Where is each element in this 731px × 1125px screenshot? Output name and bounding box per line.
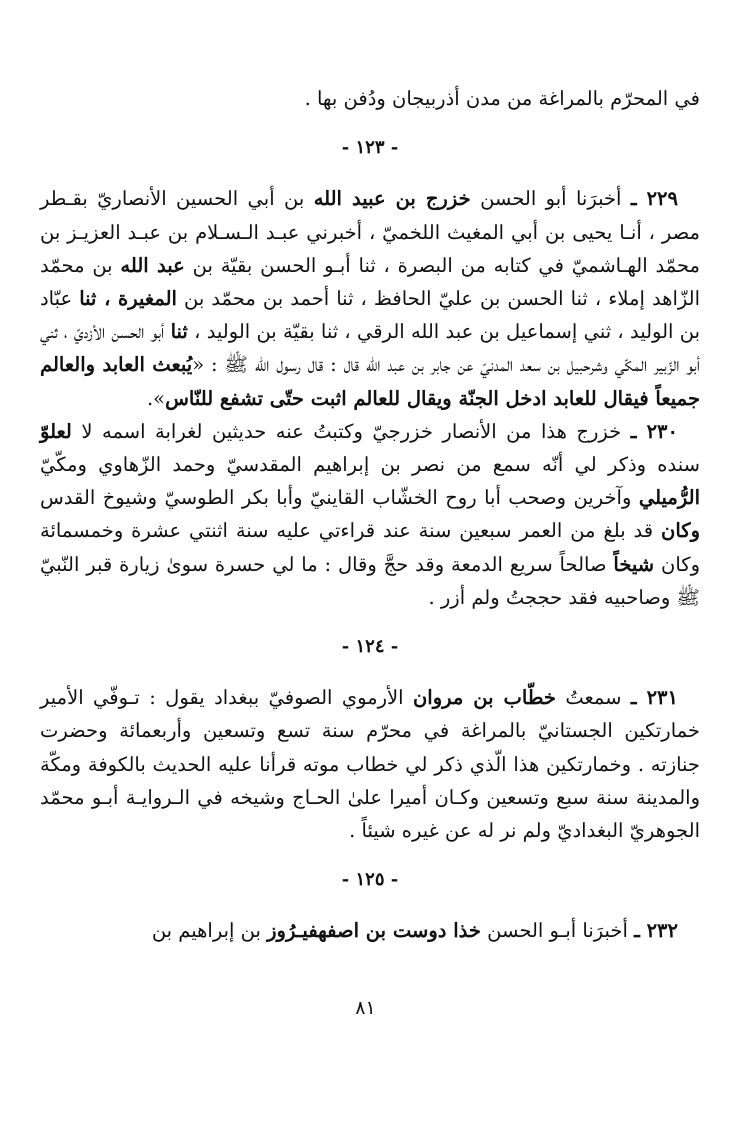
- page-body-text: [40, 82, 700, 948]
- entry-230-bold-2: الرُّميلي: [638, 486, 701, 510]
- entry-229: [40, 182, 700, 414]
- entry-230-text-4: قد بلغ من العمر سبعين سنة عند قراءتي عليه سنة اثنتي عشرة وخمسمائة وكان: [40, 519, 700, 576]
- entry-232-text-2: بن إبراهيم بن: [151, 919, 261, 943]
- entry-229-number: ٢٢٩ ـ: [630, 187, 678, 211]
- entry-231: [40, 681, 700, 847]
- entry-230-bold-1: لعلوّ: [40, 419, 72, 443]
- entry-229-close: ».: [146, 386, 166, 410]
- entry-231-text-2: الأرموي الصوفيّ ببغداد يقول : تـوفّي الأمير خمارتكين الجستانيّ بالمراغة في محرّم سنة تسع وتسعين وأربعمائة وحضرت جنازته . وخمارتكين هذا الّذي ذكر لي خطاب موته قرأنا عليه الحديث بالكوفة ومكّة والمدينة سنة سبع وتسعين وكـان أميرا علىٰ الحـاج وشيخه في الـروايـة أبـو محمّد الجوهريّ البغداديّ ولم نر له عن غيره شيئاً .: [40, 686, 700, 843]
- entry-229-hadith: يُبعث العابد والعالم جميعاً فيقال للعابد ادخل الجنّة ويقال للعالم اثبت حتّى تشفع للنّاس: [40, 353, 700, 410]
- entry-230-bold-4: شيخاً: [613, 552, 655, 576]
- entry-230-text-2: سنده وذكر لي أنّه سمع من نصر بن إبراهيم المقدسيّ وحمد الزّهاوي ومكّيّ: [40, 453, 700, 477]
- entry-230-text-1: خزرج هذا من الأنصار خزرجيّ وكتبتُ عنه حديثين لغرابة اسمه لا: [81, 419, 622, 443]
- entry-229-text-3: بن محمّد الزّاهد إملاء ، ثنا الحسن بن عليّ الحافظ ، ثنا أحمد بن محمّد بن: [40, 253, 700, 311]
- entry-229-text-5: أبو الحسن الأزديّ ، ثني أبو الزّبير المكّي وشرحبيل بن سعد المدنيّ عن جابر بن عبد الله قال : قال رسول الله ﷺ : «: [40, 320, 700, 377]
- entry-232-text-1: أخبرَنا أبـو الحسن: [487, 919, 628, 943]
- entry-230-text-5: صالحاً سريع الدمعة وقد حجَّ وقال : ما لي حسرة سوىٰ زيارة قبر النّبيّ ﷺ وصاحبيه فقد حججتُ ولم أزر .: [40, 552, 700, 609]
- page-number: ٨١: [355, 997, 376, 1019]
- opening-line: في المحرّم بالمراغة من مدن أذربيجان ودُفن بها .: [304, 87, 700, 110]
- entry-232-name: خذا دوست بن اصفهفيـرُوز: [267, 919, 481, 943]
- entry-231-number: ٢٣١ ـ: [630, 686, 678, 710]
- entry-231-text-1: سمعتُ: [565, 686, 622, 710]
- entry-229-name-4: ثنا: [170, 320, 188, 344]
- entry-229-text-4: عبّاد بن الوليد ، ثني إسماعيل بن عبد الله الرقي ، ثنا بقيّة بن الوليد ،: [40, 287, 701, 344]
- entry-230-text-3: وآخرين وصحب أبا روح الخشّاب القاينيّ وأبا بكر الطوسيّ وشيوخ القدس: [40, 486, 632, 510]
- entry-229-text-1: أخبرَنا أبو الحسن: [480, 187, 622, 211]
- entry-230: [40, 415, 700, 614]
- entry-231-name: خطّاب بن مروان: [412, 686, 556, 710]
- entry-229-name-2: عبد الله: [120, 253, 185, 277]
- entry-229-name-3: المغيرة ، ثنا: [79, 287, 177, 311]
- section-number-124: - ١٢٤ -: [341, 636, 399, 658]
- entry-232-number: ٢٣٢ ـ: [634, 919, 678, 943]
- entry-229-narrator-name: خزرج بن عبيد الله: [313, 187, 471, 211]
- entry-230-bold-3: وكان: [661, 519, 700, 543]
- section-number-125: - ١٢٥ -: [341, 869, 399, 891]
- entry-232: [40, 914, 700, 947]
- section-number-123: - ١٢٣ -: [341, 137, 399, 159]
- entry-230-number: ٢٣٠ ـ: [630, 419, 678, 443]
- entry-229-text-2: بن أبي الحسين الأنصاريّ بقـطر مصر ، أنـا يحيى بن أبي المغيث اللخميّ ، أخبرني عبـد الـسـلام بن عبـد العزيـز بن محمّد الهـاشميّ في كتابه من البصرة ، ثنا أبـو الحسن بقيّة بن: [40, 187, 700, 277]
